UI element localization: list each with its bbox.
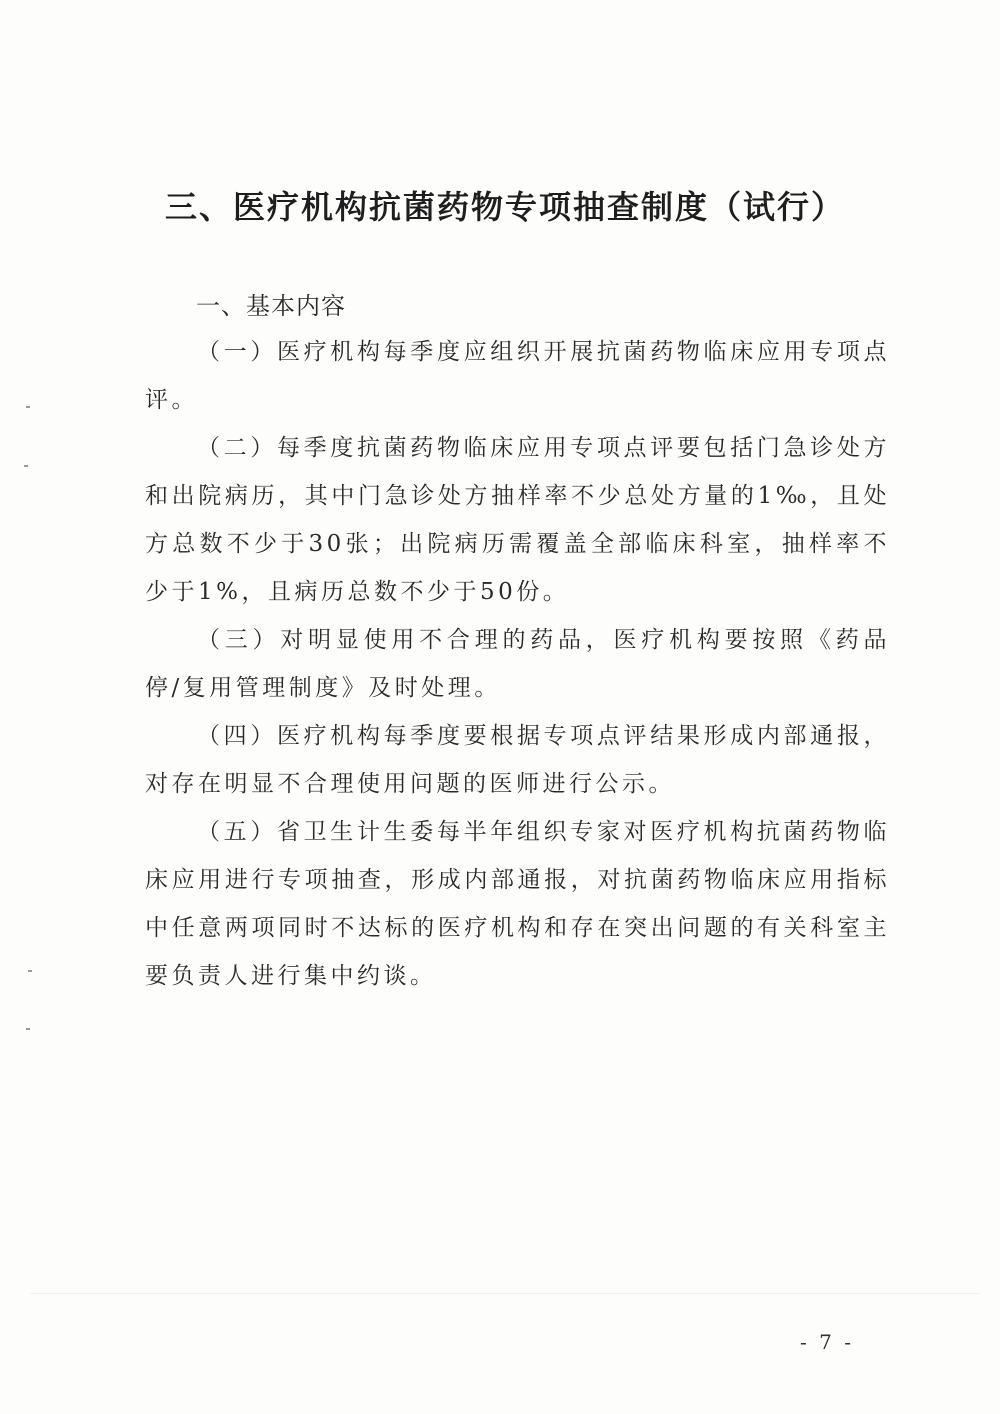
page-number: - 7 - <box>800 1330 854 1354</box>
scan-speck <box>28 970 32 972</box>
document-title: 三、医疗机构抗菌药物专项抽查制度（试行） <box>164 188 845 226</box>
scan-speck <box>24 465 28 467</box>
paragraph-4: （四）医疗机构每季度要根据专项点评结果形成内部通报，对存在明显不合理使用问题的医师进行公示。 <box>145 723 890 797</box>
paragraph-2: （二）每季度抗菌药物临床应用专项点评要包括门急诊处方和出院病历，其中门急诊处方抽样率不少总处方量的1‰，且处方总数不少于30张；出院病历需覆盖全部临床科室，抽样率不少于1%，且病历总数不少于50份。 <box>145 435 890 605</box>
paragraph-1: （一）医疗机构每季度应组织开展抗菌药物临床应用专项点评。 <box>145 339 890 413</box>
paragraph-3: （三）对明显使用不合理的药品，医疗机构要按照《药品停/复用管理制度》及时处理。 <box>145 627 890 701</box>
footer-divider <box>30 1293 980 1294</box>
section-heading: 一、基本内容 <box>196 292 346 320</box>
paragraph-5: （五）省卫生计生委每半年组织专家对医疗机构抗菌药物临床应用进行专项抽查，形成内部通报，对抗菌药物临床应用指标中任意两项同时不达标的医疗机构和存在突出问题的有关科室主要负责人进行集中约谈。 <box>145 819 890 989</box>
scan-speck <box>26 406 30 408</box>
document-body <box>145 328 890 1000</box>
scan-speck <box>26 1028 30 1030</box>
